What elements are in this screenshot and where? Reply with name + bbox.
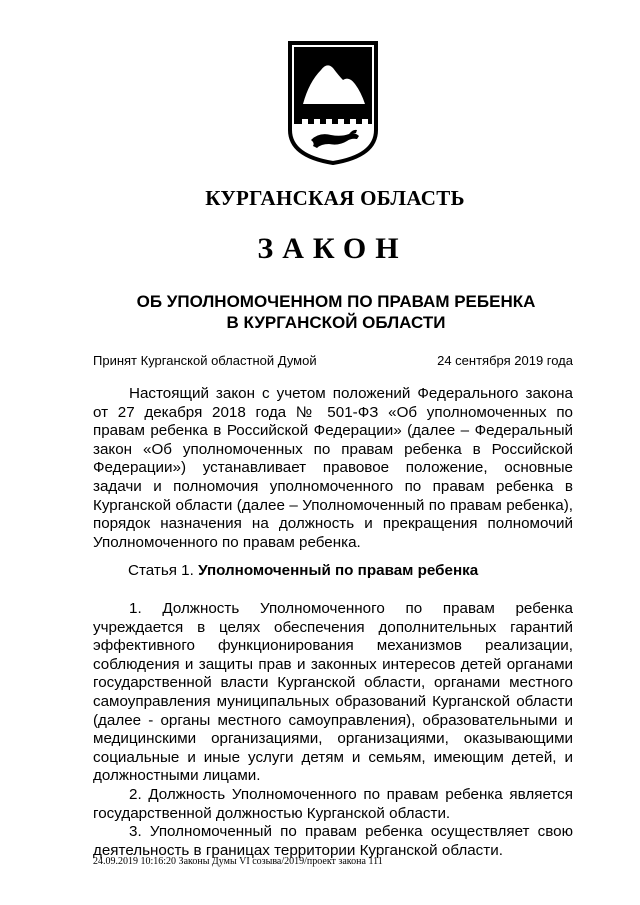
preamble xyxy=(93,385,573,552)
coat-of-arms-icon xyxy=(287,40,379,166)
article-heading xyxy=(128,562,478,579)
region-heading: КУРГАНСКАЯ ОБЛАСТЬ xyxy=(205,186,465,210)
law-name xyxy=(0,291,640,333)
clause-paragraph: 1. Должность Уполномоченного по правам ребенка учреждается в целях обеспечения дополнительных гарантий эффективного функционирования механизмов реализации, соблюдения и защиты прав и законных интересов детей органами государственной власти Курганской области, органами местного самоуправления муниципальных образований Курганской области (далее - органы местного самоуправления), образовательными и медицинскими организациями, организациями, оказывающими социальные и иные услуги детям и семьям, имеющим детей, и должностными лицами. xyxy=(93,600,573,785)
article-number: Статья 1. xyxy=(128,562,194,579)
law-name-line1: ОБ УПОЛНОМОЧЕННОМ ПО ПРАВАМ РЕБЕНКА xyxy=(136,292,536,311)
law-title: ЗАКОН xyxy=(257,232,408,265)
article-title: Уполномоченный по правам ребенка xyxy=(198,562,479,579)
file-path-footer: 24.09.2019 10:16:20 Законы Думы VI созыва/2019/проект закона 111 xyxy=(93,856,383,867)
law-name-line2: В КУРГАНСКОЙ ОБЛАСТИ xyxy=(226,313,446,332)
clause-paragraph: 2. Должность Уполномоченного по правам ребенка является государственной должностью Курганской области. xyxy=(93,785,573,822)
clause-paragraph: 3. Уполномоченный по правам ребенка осуществляет свою деятельность в границах территории Курганской области. xyxy=(93,823,573,859)
article-clauses xyxy=(93,600,573,860)
adopted-date: 24 сентября 2019 года xyxy=(437,353,573,368)
adopted-by: Принят Курганской областной Думой xyxy=(93,353,317,368)
preamble-paragraph: Настоящий закон с учетом положений Федерального закона от 27 декабря 2018 года № 501-ФЗ «Об уполномоченных по правам ребенка в Российской Федерации» (далее – Федеральный закон «Об уполномоченных по правам ребенка в Российской Федерации») устанавливает правовое положение, основные задачи и полномочия уполномоченного по правам ребенка в Курганской области (далее – Уполномоченный по правам ребенка), порядок назначения на должность и прекращения полномочий Уполномоченного по правам ребенка. xyxy=(93,385,573,551)
adoption-line xyxy=(93,353,573,368)
